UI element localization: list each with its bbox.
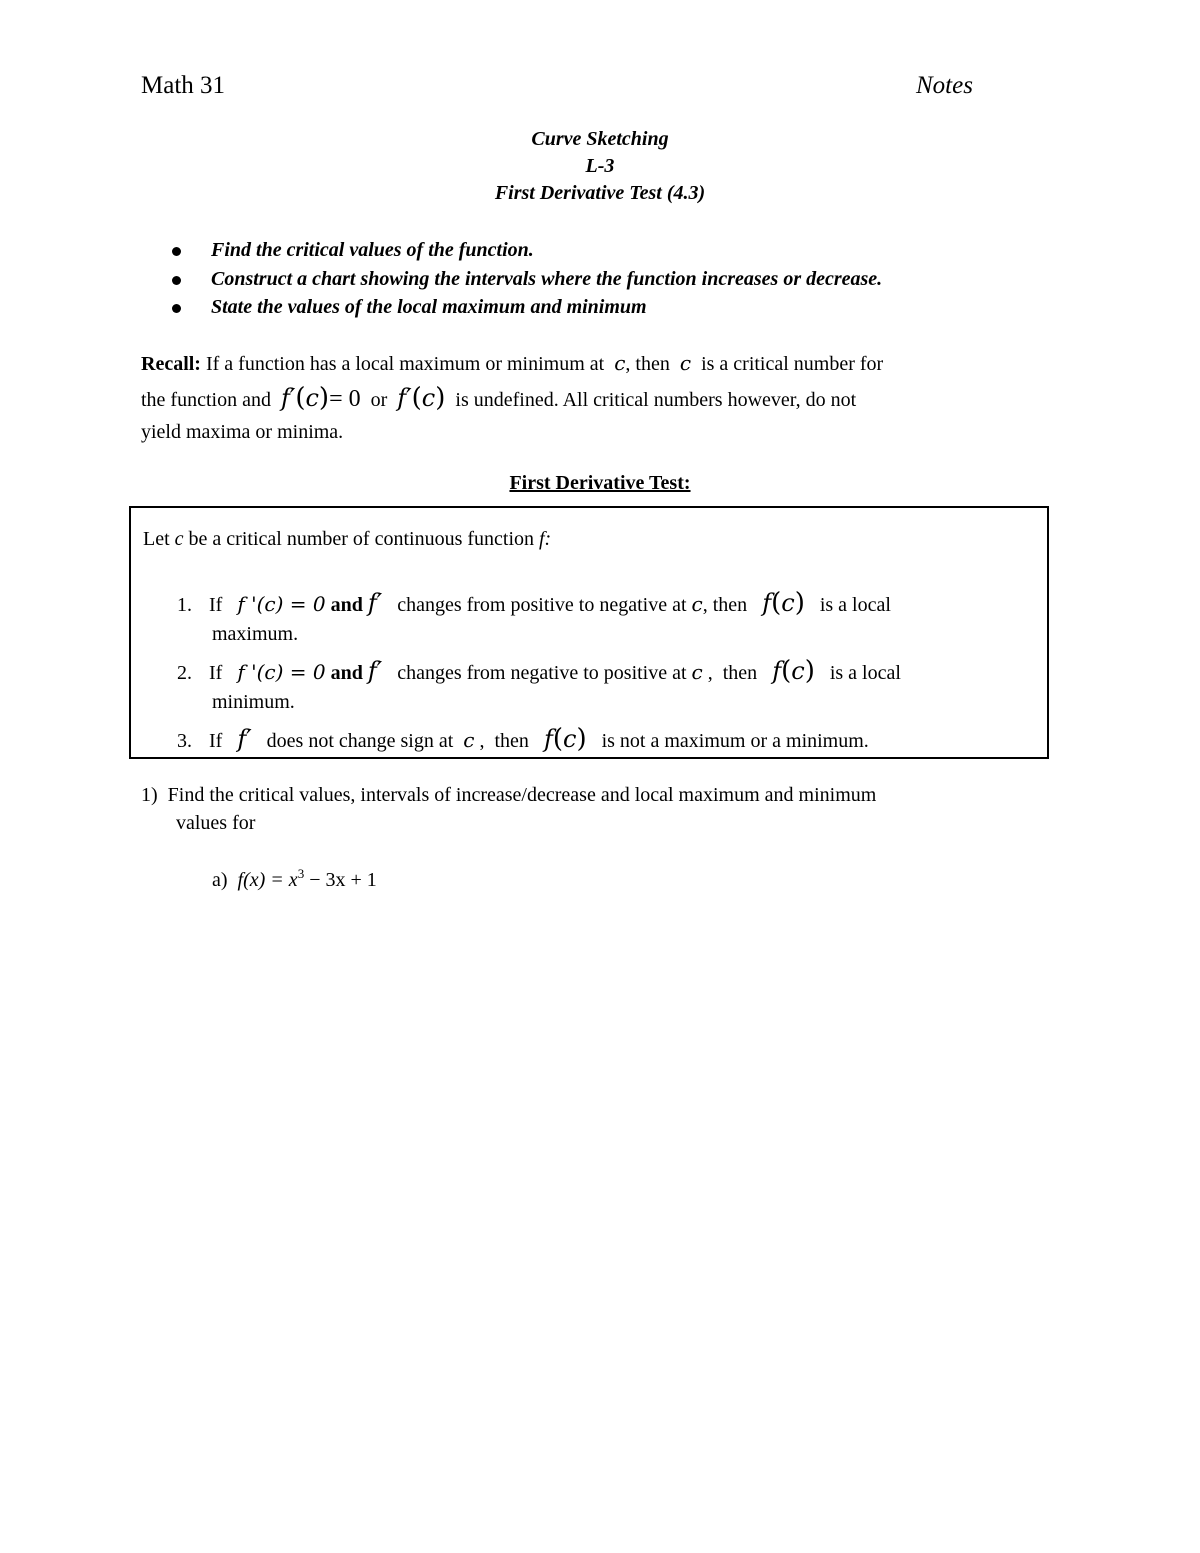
question-1a: a) $f(x) = x^3 - 3x + 1$ [212,866,377,891]
rule-continuation: maximum. [212,623,299,645]
first-derivative-test-box [129,506,1049,759]
question-1: 1) Find the critical values, intervals of increase/decrease and local maximum and minimum [141,784,877,806]
title-line-2: L-3 [585,155,615,177]
rule-item: 2. If f '(c) = 0 and f′ changes from negative to positive at c , then f(c) is a local [177,656,901,686]
course-title: Math 31 [141,72,226,99]
recall-label: Recall: [141,353,201,375]
document-page: Math 31 Notes Curve Sketching L-3 First Derivative Test (4.3) Find the critical values of the function. Construct a chart showing the intervals where the function increases or decrease. State the values of the local maximum and minimum Recall: If a function has a local maximum or minimum at c, then c is a critical number for the function and f′(c)= 0 or f′(c) is undefined. All critical numbers however, do not yield maxima or minima. First Derivative Test: Let c be a critical number of continuous function f: 1. If f '(c) = 0 and f′ changes from positive to negative at c, then f(c) is a local maximum. 2. If f '(c) = 0 and f′ changes from negative to positive at c , then f(c) is a local minimum. 3. If f′ does not change sign at c , then f(c) is not a maximum or a minimum. 1) Find the critical values, intervals of increase/decrease and local maximum and minimum values for a) $f(x) = x^3 - 3x + 1$ [0,0,1200,1553]
title-line-1: Curve Sketching [531,128,669,150]
question-1-cont: values for [176,812,256,834]
bullet-icon [172,247,181,256]
rule-continuation: minimum. [212,691,295,713]
title-line-3: First Derivative Test (4.3) [494,182,706,204]
bullet-icon [172,276,181,285]
notes-label: Notes [916,72,973,99]
rule-item: 3. If f′ does not change sign at c , then f(c) is not a maximum or a minimum. [177,724,869,754]
bullet-icon [172,304,181,313]
box-intro: Let c be a critical number of continuous function f: [143,528,552,550]
recall-paragraph: Recall: If a function has a local maximum or minimum at c, then c is a critical number for the function and f′(c)= 0 or f′(c) is undefined. All critical numbers however, do not yield maxima or minima. [141,351,884,443]
first-derivative-test-heading: First Derivative Test: [509,472,691,494]
lesson-title [0,126,1200,207]
rule-item: 1. If f '(c) = 0 and f′ changes from positive to negative at c, then f(c) is a local [177,588,891,618]
